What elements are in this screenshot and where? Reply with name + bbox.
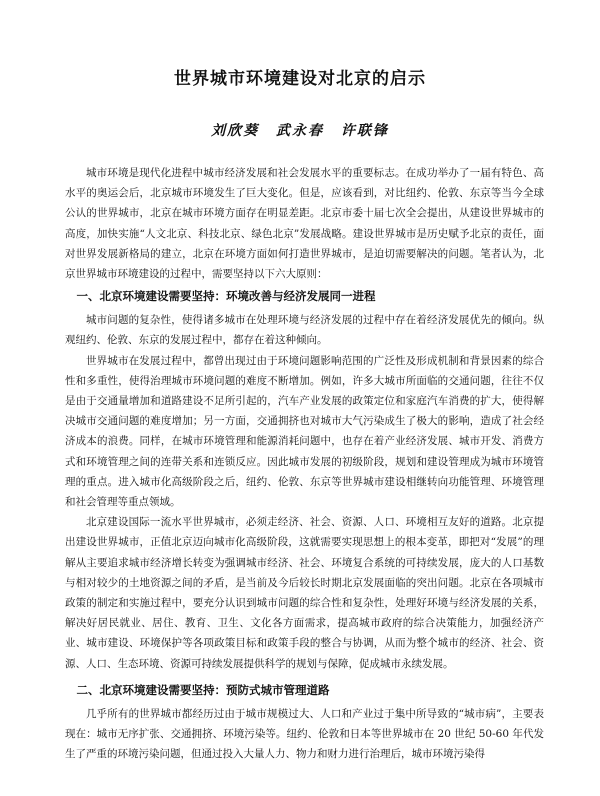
section-1-heading: 一、北京环境建设需要坚持：环境改善与经济发展同一进程 — [76, 289, 376, 304]
section-1-paragraph-1: 城市问题的复杂性，使得诸多城市在处理环境与经济发展的过程中存在着经济发展优先的倾向。纵观纽约、伦敦、东京的发展过程中，都存在着这种倾向。 — [65, 314, 544, 347]
section-1-paragraph-2: 世界城市在发展过程中，都曾出现过由于环境问题影响范围的广泛性及形成机制和背景因素的综合性和多重性，使得治理城市环境问题的难度不断增加。例如，许多大城市所面临的交通问题，往往不仅是由于交通量增加和道路建设不足所引起的，汽车产业发展的政策定位和家庭汽车消费的扩大，使得解决城市交通问题的难度增加；另一方面，交通拥挤也对城市大气污染成生了极大的影响，造成了社会经济成本的浪费。同样，在城市环境管理和能源消耗问题中，也存在着产业经济发展、城市开发、消费方式和环境管理之间的连带关系和连锁反应。因此城市发展的初级阶段，规划和建设管理成为城市环境管理的重点。进入城市化高级阶段之后，纽约、伦敦、东京等世界城市建设相继转向功能管理、环境管理和社会管理等重点领域。 — [65, 354, 544, 509]
section-2-paragraph-1: 几乎所有的世界城市都经历过由于城市规模过大、人口和产业过于集中所导致的“城市病”，主要表现在：城市无序扩张、交通拥挤、环境污染等。纽约、伦敦和日本等世界城市在 20 世纪 50-60 年代发生了严重的环境污染问题，但通过投入大量人力、物力和财力进行治理后，城市环境污染得 — [65, 707, 544, 761]
author-list: 刘欣葵 武永春 许联锋 — [211, 123, 389, 139]
article-body — [65, 163, 544, 764]
page-title: 世界城市环境建设对北京的启示 — [174, 69, 426, 89]
section-1-paragraph-3: 北京建设国际一流水平世界城市，必须走经济、社会、资源、人口、环境相互友好的道路。北京提出建设世界城市，正值北京迈向城市化高级阶段，这就需要实现思想上的根本变革，即把对“发展”的理解从主要追求城市经济增长转变为强调城市经济、社会、环境复合系统的可持续发展，庞大的人口基数与相对较少的土地资源之间的矛盾，是当前及今后较长时期北京发展面临的突出问题。北京在各项城市政策的制定和实施过程中，要充分认识到城市问题的综合性和复杂性，处理好环境与经济发展的关系，解决好居民就业、居住、教育、卫生、文化各方面需求，提高城市政府的综合决策能力，加强经济产业、城市建设、环境保护等各项政策目标和政策手段的整合与协调，从而为整个城市的经济、社会、资源、人口、生态环境、资源可持续发展提供科学的规划与保障，促成城市永续发展。 — [65, 516, 544, 670]
intro-paragraph: 城市环境是现代化进程中城市经济发展和社会发展水平的重要标志。在成功举办了一届有特色、高水平的奥运会后，北京城市环境发生了巨大变化。但是，应该看到，对比纽约、伦敦、东京等当今全球公认的世界城市，北京在城市环境方面存在明显差距。北京市委十届七次全会提出，从建设世界城市的高度，加快实施“人文北京、科技北京、绿色北京”发展战略。建设世界城市是历史赋予北京的责任，面对世界发展新格局的建立，北京在环境方面如何打造世界城市，是迫切需要解决的问题。笔者认为，北京世界城市环境建设的过程中，需要坚持以下六大原则： — [65, 167, 544, 281]
section-2-heading: 二、北京环境建设需要坚持：预防式城市管理道路 — [76, 682, 330, 697]
